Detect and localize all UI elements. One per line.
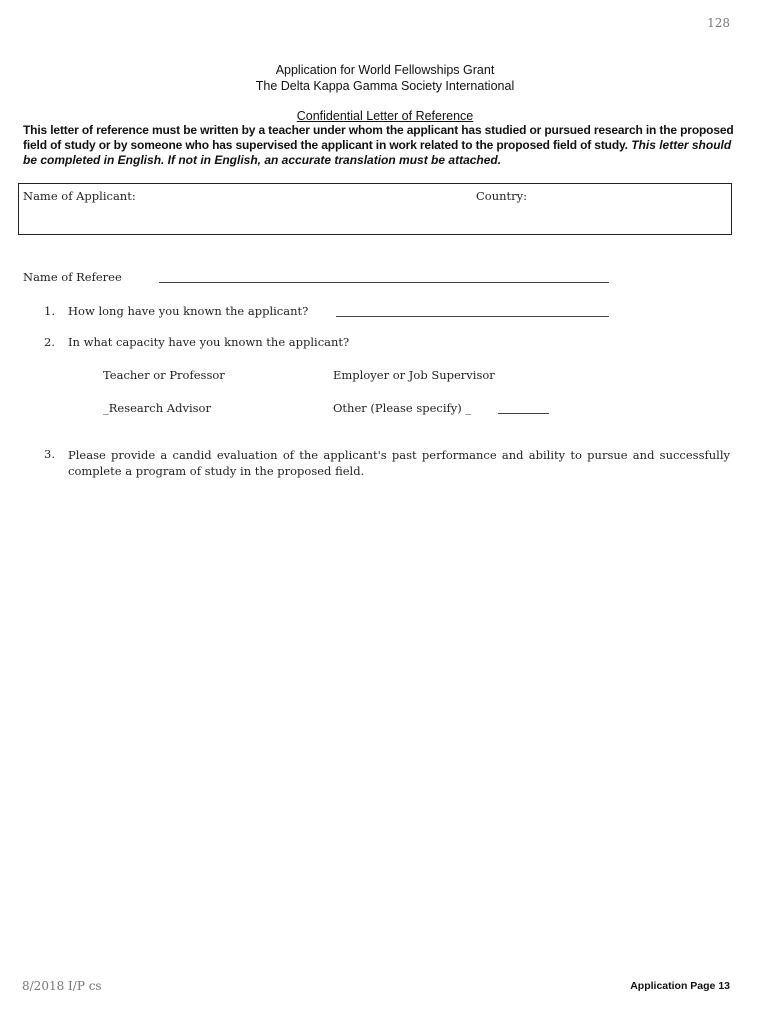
document-title: Application for World Fellowships Grant — [275, 63, 495, 77]
footer-revision-code: 8/2018 I/P cs — [22, 979, 102, 993]
question-3-text: Please provide a candid evaluation of the applicant's past performance and ability to pursue and successfully complete a program of study in the proposed field. — [68, 448, 730, 478]
country-field[interactable] — [530, 188, 725, 208]
intro-paragraph — [23, 123, 735, 168]
applicant-name-field[interactable] — [130, 188, 460, 208]
question-3-number: 3. — [44, 447, 55, 461]
page-number: 128 — [707, 16, 730, 30]
intro-italic-text: This letter should be completed in English. If not in English, an accurate translation must be attached. — [23, 138, 732, 167]
organization-name: The Delta Kappa Gamma Society International — [255, 79, 515, 93]
question-1-text: How long have you known the applicant? — [68, 304, 309, 318]
question-2-number: 2. — [44, 335, 55, 349]
intro-bold-text: This letter of reference must be written by a teacher under whom the applicant has studied or pursued research in the proposed field of study or by someone who has supervised the applicant in work related to the proposed field of study. — [23, 123, 734, 152]
option-employer-or-job-supervisor[interactable]: Employer or Job Supervisor — [333, 368, 495, 382]
country-label: Country: — [476, 189, 528, 203]
option-teacher-or-professor[interactable]: Teacher or Professor — [103, 368, 225, 382]
footer-page-label: Application Page 13 — [630, 980, 730, 992]
title-block — [0, 62, 770, 124]
known-duration-field[interactable] — [336, 316, 609, 317]
option-other-specify[interactable]: Other (Please specify) _ — [333, 401, 472, 415]
question-2-text: In what capacity have you known the applicant? — [68, 335, 350, 349]
referee-name-field[interactable] — [159, 282, 609, 283]
section-title: Confidential Letter of Reference — [296, 109, 474, 123]
option-research-advisor[interactable]: _Research Advisor — [103, 401, 211, 415]
question-1-number: 1. — [44, 304, 55, 318]
evaluation-text-area[interactable] — [68, 485, 730, 955]
other-specify-field[interactable] — [498, 413, 549, 414]
referee-label: Name of Referee — [23, 270, 122, 284]
applicant-name-label: Name of Applicant: — [23, 189, 136, 203]
